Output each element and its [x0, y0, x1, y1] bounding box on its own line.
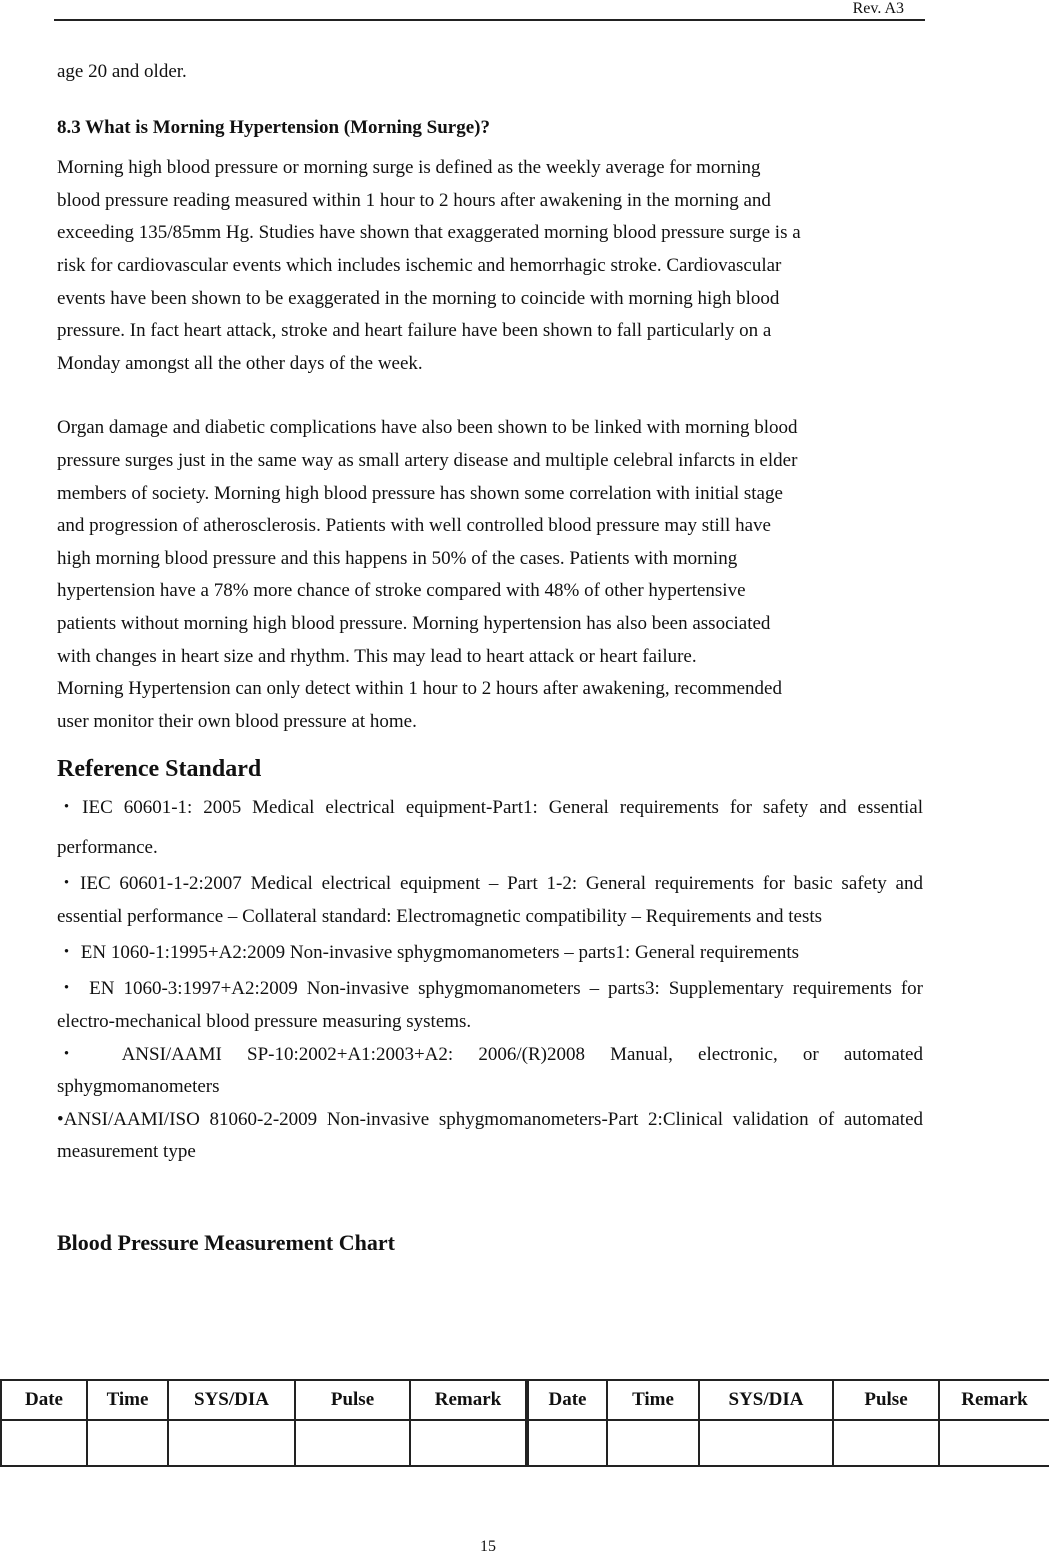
chart-title: Blood Pressure Measurement Chart: [57, 1230, 395, 1256]
paragraph-spacer: [57, 380, 923, 412]
revision-label: Rev. A3: [852, 0, 904, 17]
page-number: 15: [480, 1538, 496, 1555]
text-line: exceeding 135/85mm Hg. Studies have shown that exaggerated morning blood pressure surge is a: [57, 222, 801, 244]
column-header-date: Date: [1, 1380, 87, 1420]
column-header-time: Time: [87, 1380, 168, 1420]
table-cell-empty: [87, 1420, 168, 1466]
text-line: high morning blood pressure and this happens in 50% of the cases. Patients with morning: [57, 547, 738, 569]
table-cell-empty: [168, 1420, 295, 1466]
reference-item: ・ EN 1060-1:1995+A2:2009 Non-invasive sphygmomanometers – parts1: General requirements: [57, 942, 800, 964]
reference-item: •ANSI/AAMI/ISO 81060-2-2009 Non-invasive sphygmomanometers-Part 2:Clinical validation of automated measurement type: [57, 1108, 923, 1163]
text-line: Morning high blood pressure or morning surge is defined as the weekly average for morning: [57, 157, 761, 179]
text-line: and progression of atherosclerosis. Patients with well controlled blood pressure may still have: [57, 515, 771, 537]
text-line: user monitor their own blood pressure at home.: [57, 710, 417, 732]
intro-line: age 20 and older.: [57, 61, 187, 82]
header-divider: [54, 19, 925, 21]
table-cell-empty: [607, 1420, 699, 1466]
reference-item: ・IEC 60601-1-2:2007 Medical electrical equipment – Part 1-2: General requirements for basic safety and essential performance – Collateral standard: Electromagnetic compatibility – Requirements and tests: [57, 873, 923, 927]
text-line: Morning Hypertension can only detect within 1 hour to 2 hours after awakening, recommended: [57, 678, 782, 700]
section-heading: 8.3 What is Morning Hypertension (Morning Surge)?: [57, 116, 490, 138]
column-header-remark: Remark: [410, 1380, 527, 1420]
text-line: Organ damage and diabetic complications have also been shown to be linked with morning blood: [57, 417, 798, 439]
table-cell-empty: [527, 1420, 607, 1466]
text-line: hypertension have a 78% more chance of stroke compared with 48% of other hypertensive: [57, 580, 746, 602]
text-line: with changes in heart size and rhythm. This may lead to heart attack or heart failure.: [57, 645, 697, 667]
table-header-row: [1, 1380, 1049, 1420]
column-header-time: Time: [607, 1380, 699, 1420]
reference-title: Reference Standard: [57, 756, 262, 783]
table-cell-empty: [699, 1420, 833, 1466]
column-header-sys-dia: SYS/DIA: [699, 1380, 833, 1420]
reference-item: ・ ANSI/AAMI SP-10:2002+A1:2003+A2: 2006/(R)2008 Manual, electronic, or automated sphygmomanometers: [57, 1043, 923, 1098]
column-header-pulse: Pulse: [833, 1380, 939, 1420]
text-line: blood pressure reading measured within 1 hour to 2 hours after awakening in the morning and: [57, 189, 771, 211]
column-header-pulse: Pulse: [295, 1380, 410, 1420]
table-cell-empty: [295, 1420, 410, 1466]
reference-item: ・IEC 60601-1: 2005 Medical electrical equipment-Part1: General requirements for safety and essential performance.: [57, 797, 923, 859]
column-header-remark: Remark: [939, 1380, 1049, 1420]
text-line: risk for cardiovascular events which includes ischemic and hemorrhagic stroke. Cardiovascular: [57, 254, 782, 276]
reference-item: ・ EN 1060-3:1997+A2:2009 Non-invasive sphygmomanometers – parts3: Supplementary requirements for electro-mechanical blood pressure measuring systems.: [57, 978, 923, 1033]
text-line: Monday amongst all the other days of the week.: [57, 352, 423, 374]
text-line: events have been shown to be exaggerated in the morning to coincide with morning high blood: [57, 287, 780, 309]
column-header-sys-dia: SYS/DIA: [168, 1380, 295, 1420]
table-cell-empty: [1, 1420, 87, 1466]
table-cell-empty: [833, 1420, 939, 1466]
table-cell-empty: [410, 1420, 527, 1466]
paragraph-organ-damage: [57, 412, 923, 738]
table-cell-empty: [939, 1420, 1049, 1466]
bp-measurement-table: [0, 1379, 1049, 1467]
text-line: pressure. In fact heart attack, stroke and heart failure have been shown to fall particularly on a: [57, 320, 772, 342]
text-line: members of society. Morning high blood pressure has shown some correlation with initial stage: [57, 482, 783, 504]
text-line: pressure surges just in the same way as small artery disease and multiple celebral infarcts in elder: [57, 449, 798, 471]
table-row: [1, 1420, 1049, 1466]
page-content: [57, 56, 923, 1263]
paragraph-morning-surge: [57, 152, 923, 380]
column-header-date: Date: [527, 1380, 607, 1420]
text-line: patients without morning high blood pressure. Morning hypertension has also been associated: [57, 612, 771, 634]
